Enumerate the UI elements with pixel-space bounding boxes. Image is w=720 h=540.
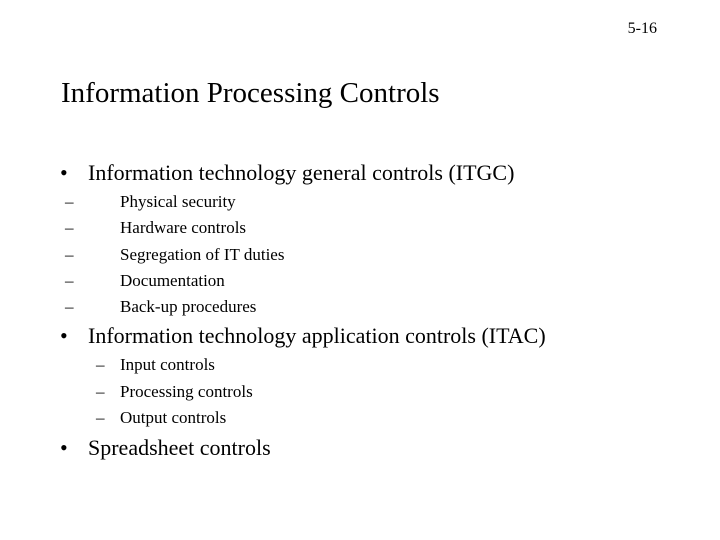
bullet-label: Information technology application controls (ITAC) bbox=[88, 323, 546, 348]
bullet-marker: • bbox=[60, 435, 68, 460]
dash-marker: – bbox=[65, 192, 74, 211]
dash-marker: – bbox=[65, 297, 74, 316]
bullet-label: Spreadsheet controls bbox=[88, 435, 271, 460]
bullet-marker: • bbox=[60, 323, 68, 348]
dash-marker: – bbox=[65, 271, 74, 290]
dash-marker: – bbox=[96, 408, 105, 427]
bullet-itgc bbox=[60, 160, 514, 186]
sub-item-label: Hardware controls bbox=[120, 218, 247, 237]
bullet-spreadsheet bbox=[60, 435, 271, 461]
sub-item-label: Documentation bbox=[120, 271, 225, 290]
bullet-label: Information technology general controls (ITGC) bbox=[88, 160, 515, 185]
dash-marker: – bbox=[96, 382, 105, 401]
bullet-itac bbox=[60, 323, 546, 349]
dash-marker: – bbox=[65, 218, 74, 237]
sub-item-label: Physical security bbox=[120, 192, 236, 211]
slide-number: 5-16 bbox=[627, 20, 657, 37]
slide-title: Information Processing Controls bbox=[61, 77, 440, 109]
sub-item-label: Processing controls bbox=[120, 382, 253, 401]
sub-item-label: Back-up procedures bbox=[120, 297, 257, 316]
sub-item-label: Input controls bbox=[120, 355, 215, 374]
sub-item-label: Segregation of IT duties bbox=[120, 245, 285, 264]
sub-item-label: Output controls bbox=[120, 408, 227, 427]
bullet-marker: • bbox=[60, 160, 68, 185]
dash-marker: – bbox=[65, 245, 74, 264]
dash-marker: – bbox=[96, 355, 105, 374]
